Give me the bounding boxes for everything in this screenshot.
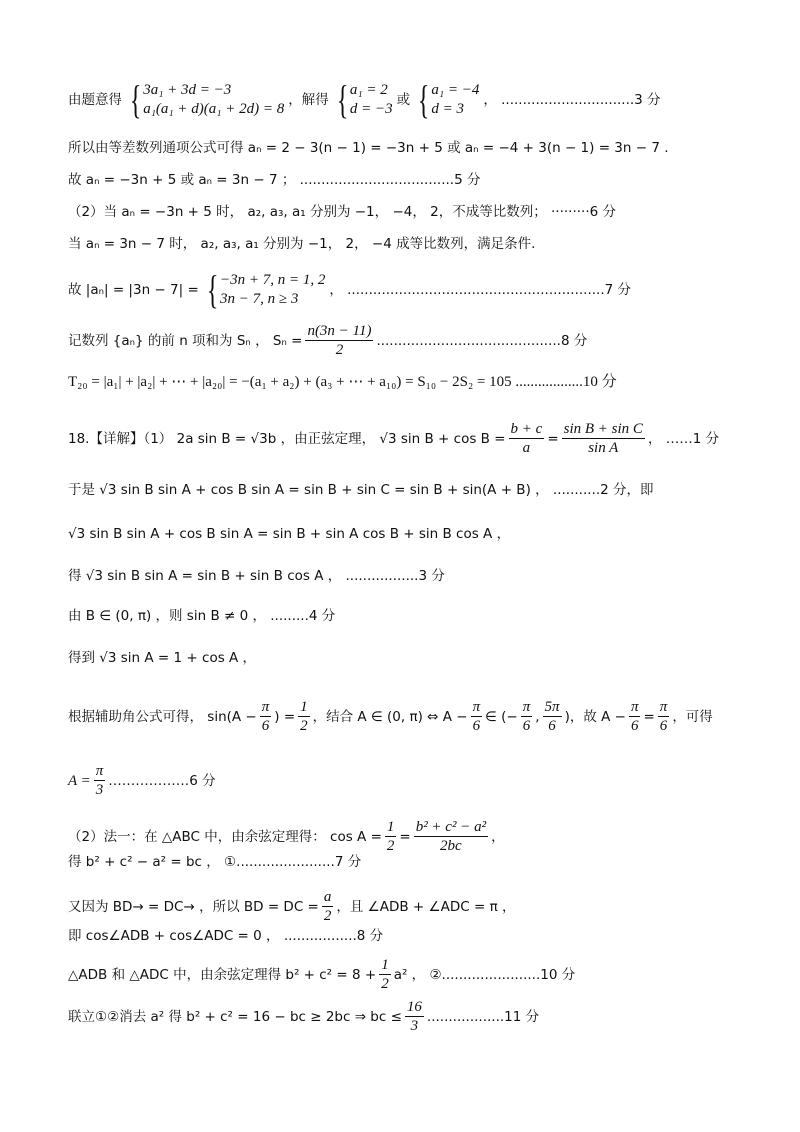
solution-system-1: { a₁ = 2 d = −3 (336, 77, 393, 122)
line-12 (68, 566, 740, 586)
denominator: 3 (95, 782, 104, 798)
line-20 (68, 926, 740, 946)
fraction-pi-6 (521, 698, 533, 735)
numerator: π (659, 699, 668, 715)
system-row: a₁(a₁ + d)(a₁ + 2d) = 8 (143, 101, 285, 117)
line-text: 得到 √3 sin A = 1 + cos A ， (68, 650, 257, 666)
score-mark: ， ...............................3 分 (483, 92, 661, 108)
line-2 (68, 138, 740, 158)
numerator: π (472, 699, 481, 715)
equation-system: { 3a₁ + 3d = −3 a₁(a₁ + d)(a₁ + 2d) = 8 (129, 77, 285, 122)
numerator: a (323, 889, 332, 905)
line-9 (68, 420, 740, 457)
numerator: 1 (300, 699, 308, 715)
solution-system-2: { a₁ = −4 d = 3 (417, 77, 480, 122)
line-text: 于是 √3 sin B sin A + cos B sin A = sin B + sin C = sin B + sin(A + B) ， ...........2 分，即 (68, 482, 654, 498)
denominator: 2 (300, 718, 308, 734)
score-mark: a² ， ②.......................10 分 (393, 966, 576, 983)
text-part: ，且 ∠ADB + ∠ADC = π ， (336, 898, 516, 915)
line-10 (68, 480, 740, 500)
line-text: 得 √3 sin B sin A = sin B + sin B cos A ， .................3 分 (68, 568, 445, 584)
text-or: 或 (396, 92, 411, 108)
text-lead: 联立①②消去 a² 得 b² + c² = 16 − bc ≥ 2bc ⇒ bc ≤ (68, 1008, 402, 1025)
line-5 (68, 234, 740, 254)
text-lead: 又因为 BD→ = DC→ ，所以 BD = DC = (68, 898, 319, 915)
piecewise-system: { −3n + 7, n = 1, 2 3n − 7, n ≥ 3 (206, 267, 326, 312)
line-18 (68, 852, 740, 872)
line-text: （2）当 aₙ = −3n + 5 时， a₂, a₃, a₁ 分别为 −1， −4， 2，不成等比数列； ·········6 分 (68, 204, 617, 220)
numerator: π (522, 699, 531, 715)
text-mid: ，解得 (288, 92, 329, 108)
fraction-half (298, 698, 310, 735)
fraction-pi-6 (471, 698, 483, 735)
line-text: 当 aₙ = 3n − 7 时， a₂, a₃, a₁ 分别为 −1， 2， −4 成等比数列，满足条件. (68, 236, 536, 252)
score-mark: ， ……1 分 (647, 430, 720, 447)
text-part: , (535, 708, 540, 725)
system-row: a₁ = 2 (349, 82, 388, 98)
numerator: b + c (510, 421, 543, 437)
line-3 (68, 170, 740, 190)
text-part: ) = (274, 708, 296, 725)
denominator: 2 (381, 976, 389, 992)
fraction (562, 420, 645, 457)
line-11 (68, 524, 740, 544)
fraction-cosine (414, 818, 488, 855)
text-lead: 根据辅助角公式可得， sin(A − (68, 708, 257, 725)
system-row: 3n − 7, n ≥ 3 (219, 291, 299, 307)
system-row: d = −3 (349, 101, 393, 117)
line-6 (68, 267, 740, 312)
denominator: 3 (410, 1018, 419, 1034)
text-lead: （2）法一：在 △ABC 中，由余弦定理得： cos A = (68, 828, 382, 845)
line-1 (68, 77, 740, 122)
fraction-pi-3 (94, 762, 106, 799)
text-part: ， (491, 828, 505, 845)
fraction-a-2 (322, 888, 334, 925)
fraction-half (379, 956, 391, 993)
equals-sign: = (643, 708, 655, 725)
denominator: 2bc (440, 838, 462, 854)
fraction (305, 322, 373, 359)
text-part: )，故 A − (564, 708, 626, 725)
numerator: n(3n − 11) (307, 323, 372, 339)
text-part: ，可得 (672, 708, 713, 725)
line-text: 故 aₙ = −3n + 5 或 aₙ = 3n − 7 ； ....................................5 分 (68, 172, 481, 188)
numerator: π (95, 763, 104, 779)
fraction-pi-6 (658, 698, 670, 735)
text-lead: 故 |aₙ| = |3n − 7| = (68, 282, 199, 298)
line-21 (68, 956, 740, 993)
numerator: π (630, 699, 639, 715)
system-row: d = 3 (431, 101, 464, 117)
denominator: 6 (630, 718, 639, 734)
denominator: 2 (323, 908, 332, 924)
denominator: 6 (522, 718, 531, 734)
equals-sign: = (399, 828, 411, 845)
system-row: 3a₁ + 3d = −3 (143, 82, 232, 98)
text-part: ，结合 A ∈ (0, π) ⇔ A − (312, 708, 468, 725)
equals-sign: = (547, 430, 559, 447)
denominator: sin A (588, 440, 619, 456)
line-22 (68, 998, 740, 1035)
line-15 (68, 698, 740, 735)
line-text: √3 sin B sin A + cos B sin A = sin B + sin A cos B + sin B cos A ， (68, 526, 511, 542)
denominator: 6 (659, 718, 668, 734)
denominator: a (522, 440, 531, 456)
numerator: 5π (544, 699, 560, 715)
system-row: a₁ = −4 (431, 82, 480, 98)
text-lead: △ADB 和 △ADC 中，由余弦定理得 b² + c² = 8 + (68, 966, 377, 983)
fraction-16-3 (405, 998, 424, 1035)
line-14 (68, 648, 740, 668)
text-lead: 记数列 {aₙ} 的前 n 项和为 Sₙ ， Sₙ = (68, 332, 303, 349)
numerator: b² + c² − a² (415, 819, 487, 835)
line-19 (68, 888, 740, 925)
text-lead: 18.【详解】（1） 2a sin B = √3b ，由正弦定理， √3 sin B + cos B = (68, 430, 506, 447)
line-text: T₂₀ = |a₁| + |a₂| + ⋯ + |a₂₀| = −(a₁ + a₂) + (a₃ + ⋯ + a₁₀) = S₁₀ − 2S₂ = 105 ..................10 分 (68, 374, 617, 390)
score-mark: ..................11 分 (426, 1008, 540, 1025)
line-text: 得 b² + c² − a² = bc ， ①.......................7 分 (68, 854, 362, 870)
numerator: π (261, 699, 270, 715)
fraction-pi-6 (629, 698, 641, 735)
line-text: 所以由等差数列通项公式可得 aₙ = 2 − 3(n − 1) = −3n + 5 或 aₙ = −4 + 3(n − 1) = 3n − 7 . (68, 140, 669, 156)
denominator: 2 (386, 838, 395, 854)
fraction-half (385, 818, 397, 855)
line-7 (68, 322, 740, 359)
denominator: 6 (548, 718, 556, 734)
fraction-pi-6 (260, 698, 272, 735)
fraction (509, 420, 545, 457)
numerator: 1 (386, 819, 395, 835)
line-17 (68, 818, 740, 855)
numerator: sin B + sin C (563, 421, 643, 437)
text-part: ∈ (− (485, 708, 518, 725)
line-13 (68, 606, 740, 626)
denominator: 6 (472, 718, 481, 734)
text-lead: 由题意得 (68, 92, 122, 108)
denominator: 2 (335, 342, 344, 358)
line-8 (68, 372, 740, 392)
line-16 (68, 762, 740, 799)
denominator: 6 (261, 718, 270, 734)
numerator: 16 (406, 999, 422, 1015)
numerator: 1 (381, 957, 389, 973)
line-4 (68, 202, 740, 222)
line-text: 即 cos∠ADB + cos∠ADC = 0 ， .................8 分 (68, 928, 384, 944)
score-mark: ...........................................8 分 (376, 332, 588, 349)
score-mark: ………………6 分 (108, 772, 216, 789)
score-mark: ， ............................................................7 分 (329, 282, 631, 298)
fraction-5pi-6 (543, 698, 562, 735)
line-text: 由 B ∈ (0, π) ，则 sin B ≠ 0 ， .........4 分 (68, 608, 336, 624)
system-row: −3n + 7, n = 1, 2 (219, 272, 326, 288)
text-lead: A = (68, 772, 91, 789)
